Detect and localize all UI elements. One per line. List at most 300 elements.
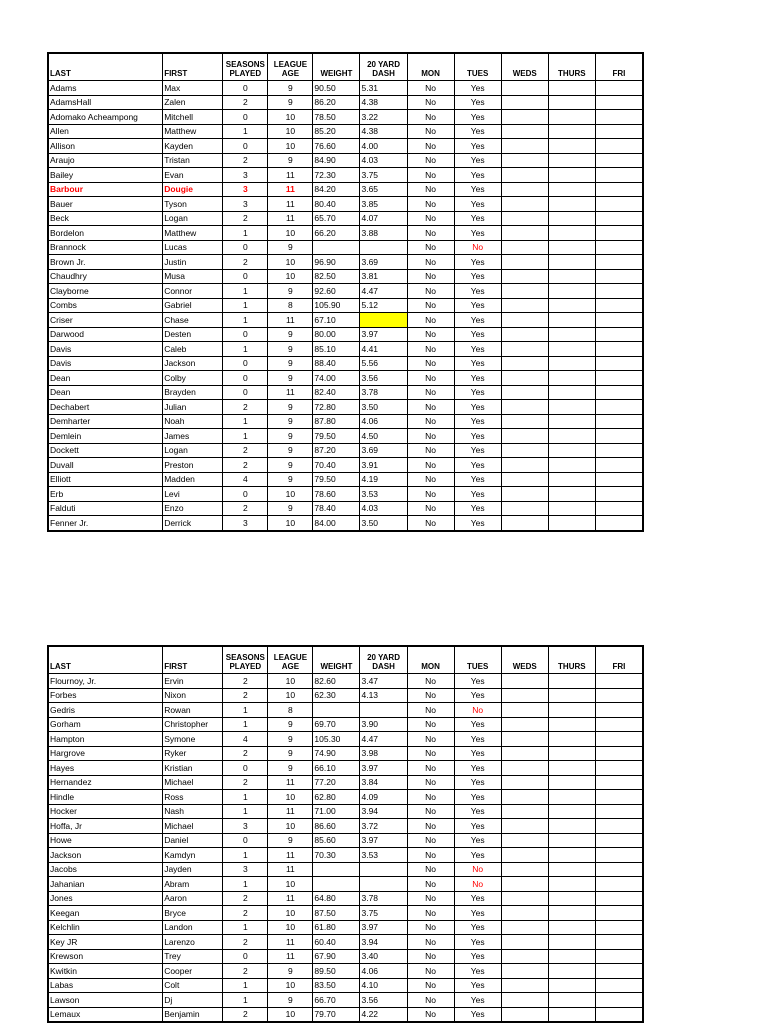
- league-age-cell: 10: [268, 124, 313, 139]
- thurs-cell: [548, 848, 595, 863]
- mon-cell: No: [407, 761, 454, 776]
- league-age-cell: 9: [268, 761, 313, 776]
- league-age-cell: 9: [268, 458, 313, 473]
- mon-cell: No: [407, 429, 454, 444]
- seasons-played-cell: 3: [223, 182, 268, 197]
- weight-cell: [313, 240, 360, 255]
- first-name-cell: Connor: [163, 284, 223, 299]
- league-age-cell: 9: [268, 95, 313, 110]
- tues-cell: Yes: [454, 298, 501, 313]
- fri-cell: [595, 298, 642, 313]
- weight-cell: 92.60: [313, 284, 360, 299]
- weight-cell: 86.20: [313, 95, 360, 110]
- thurs-cell: [548, 746, 595, 761]
- mon-cell: No: [407, 182, 454, 197]
- dash-time-cell: 4.03: [360, 153, 407, 168]
- thurs-cell: [548, 935, 595, 950]
- header-dash-line1: 20 YARD: [367, 60, 400, 69]
- seasons-played-cell: 2: [223, 400, 268, 415]
- first-name-cell: Jackson: [163, 356, 223, 371]
- seasons-played-cell: 0: [223, 949, 268, 964]
- table-row: [49, 746, 643, 761]
- league-age-cell: 10: [268, 920, 313, 935]
- weight-cell: 79.50: [313, 472, 360, 487]
- tues-cell: Yes: [454, 935, 501, 950]
- thurs-cell: [548, 906, 595, 921]
- thurs-cell: [548, 674, 595, 689]
- league-age-cell: 11: [268, 891, 313, 906]
- tues-cell: Yes: [454, 819, 501, 834]
- first-name-cell: Desten: [163, 327, 223, 342]
- fri-cell: [595, 429, 642, 444]
- weight-cell: 72.80: [313, 400, 360, 415]
- table-row: [49, 920, 643, 935]
- mon-cell: No: [407, 414, 454, 429]
- weds-cell: [501, 443, 548, 458]
- weight-cell: [313, 703, 360, 718]
- mon-cell: No: [407, 790, 454, 805]
- header-age-line1: LEAGUE: [273, 60, 308, 69]
- seasons-played-cell: 2: [223, 964, 268, 979]
- table-row: [49, 168, 643, 183]
- first-name-cell: Symone: [163, 732, 223, 747]
- dash-time-cell: 3.94: [360, 935, 407, 950]
- tues-cell: Yes: [454, 848, 501, 863]
- mon-cell: No: [407, 949, 454, 964]
- last-name-cell: Jacobs: [49, 862, 163, 877]
- table-row: [49, 95, 643, 110]
- weds-cell: [501, 356, 548, 371]
- mon-cell: No: [407, 732, 454, 747]
- last-name-cell: Bailey: [49, 168, 163, 183]
- roster-table-2: [48, 646, 643, 1022]
- weds-cell: [501, 284, 548, 299]
- first-name-cell: Larenzo: [163, 935, 223, 950]
- thurs-cell: [548, 688, 595, 703]
- table-row: [49, 487, 643, 502]
- table-row: [49, 848, 643, 863]
- weight-cell: 71.00: [313, 804, 360, 819]
- tues-cell: Yes: [454, 458, 501, 473]
- weds-cell: [501, 385, 548, 400]
- last-name-cell: Chaudhry: [49, 269, 163, 284]
- mon-cell: No: [407, 674, 454, 689]
- league-age-cell: 9: [268, 240, 313, 255]
- first-name-cell: Kayden: [163, 139, 223, 154]
- league-age-cell: 10: [268, 819, 313, 834]
- mon-cell: No: [407, 255, 454, 270]
- weight-cell: 96.90: [313, 255, 360, 270]
- weds-cell: [501, 110, 548, 125]
- header-row: [49, 647, 643, 674]
- mon-cell: No: [407, 1007, 454, 1022]
- thurs-cell: [548, 168, 595, 183]
- league-age-cell: 9: [268, 993, 313, 1008]
- fri-cell: [595, 877, 642, 892]
- table-row: [49, 255, 643, 270]
- tues-cell: Yes: [454, 833, 501, 848]
- fri-cell: [595, 1007, 642, 1022]
- last-name-cell: Flournoy, Jr.: [49, 674, 163, 689]
- league-age-cell: 9: [268, 356, 313, 371]
- thurs-cell: [548, 211, 595, 226]
- tues-cell: Yes: [454, 674, 501, 689]
- fri-cell: [595, 717, 642, 732]
- mon-cell: No: [407, 327, 454, 342]
- fri-cell: [595, 269, 642, 284]
- thurs-cell: [548, 226, 595, 241]
- roster-table-1: [48, 53, 643, 531]
- seasons-played-cell: 1: [223, 284, 268, 299]
- table-row: [49, 240, 643, 255]
- fri-cell: [595, 168, 642, 183]
- table-row: [49, 1007, 643, 1022]
- weds-cell: [501, 1007, 548, 1022]
- last-name-cell: Combs: [49, 298, 163, 313]
- thurs-cell: [548, 342, 595, 357]
- first-name-cell: Michael: [163, 775, 223, 790]
- tues-cell: Yes: [454, 1007, 501, 1022]
- thurs-cell: [548, 458, 595, 473]
- seasons-played-cell: 0: [223, 327, 268, 342]
- weds-cell: [501, 790, 548, 805]
- weds-cell: [501, 833, 548, 848]
- thurs-cell: [548, 95, 595, 110]
- table-row: [49, 429, 643, 444]
- header-seasons-line2: PLAYED: [229, 69, 262, 78]
- tues-cell: Yes: [454, 978, 501, 993]
- first-name-cell: Daniel: [163, 833, 223, 848]
- first-name-cell: Caleb: [163, 342, 223, 357]
- fri-cell: [595, 371, 642, 386]
- weight-cell: 66.10: [313, 761, 360, 776]
- fri-cell: [595, 211, 642, 226]
- fri-cell: [595, 833, 642, 848]
- dash-time-cell: 3.97: [360, 761, 407, 776]
- dash-time-cell: 3.81: [360, 269, 407, 284]
- tues-cell: Yes: [454, 443, 501, 458]
- seasons-played-cell: 1: [223, 298, 268, 313]
- table-row: [49, 124, 643, 139]
- header-age-line1: LEAGUE: [273, 653, 308, 662]
- header-20-yard-dash: [360, 54, 407, 81]
- tues-cell: Yes: [454, 400, 501, 415]
- weds-cell: [501, 688, 548, 703]
- league-age-cell: 9: [268, 732, 313, 747]
- tues-cell: Yes: [454, 761, 501, 776]
- fri-cell: [595, 327, 642, 342]
- league-age-cell: 10: [268, 139, 313, 154]
- fri-cell: [595, 703, 642, 718]
- first-name-cell: Ross: [163, 790, 223, 805]
- weight-cell: 67.90: [313, 949, 360, 964]
- weight-cell: 66.20: [313, 226, 360, 241]
- mon-cell: No: [407, 877, 454, 892]
- dash-time-cell: [360, 862, 407, 877]
- dash-time-cell: 3.78: [360, 891, 407, 906]
- weight-cell: 85.60: [313, 833, 360, 848]
- thurs-cell: [548, 197, 595, 212]
- league-age-cell: 9: [268, 964, 313, 979]
- seasons-played-cell: 1: [223, 877, 268, 892]
- fri-cell: [595, 891, 642, 906]
- table-row: [49, 717, 643, 732]
- last-name-cell: Keegan: [49, 906, 163, 921]
- weight-cell: 82.40: [313, 385, 360, 400]
- weight-cell: 80.40: [313, 197, 360, 212]
- table-row: [49, 674, 643, 689]
- table-row: [49, 153, 643, 168]
- tues-cell: Yes: [454, 342, 501, 357]
- dash-time-cell: 4.41: [360, 342, 407, 357]
- tues-cell: Yes: [454, 732, 501, 747]
- header-fri: FRI: [595, 647, 642, 674]
- tues-cell: Yes: [454, 255, 501, 270]
- thurs-cell: [548, 327, 595, 342]
- league-age-cell: 11: [268, 197, 313, 212]
- last-name-cell: Brown Jr.: [49, 255, 163, 270]
- dash-time-cell: 4.00: [360, 139, 407, 154]
- weds-cell: [501, 993, 548, 1008]
- dash-time-cell: 3.69: [360, 443, 407, 458]
- weds-cell: [501, 978, 548, 993]
- table-row: [49, 197, 643, 212]
- first-name-cell: Noah: [163, 414, 223, 429]
- dash-time-cell: 3.75: [360, 168, 407, 183]
- league-age-cell: 9: [268, 327, 313, 342]
- league-age-cell: 9: [268, 429, 313, 444]
- first-name-cell: Julian: [163, 400, 223, 415]
- thurs-cell: [548, 819, 595, 834]
- fri-cell: [595, 153, 642, 168]
- league-age-cell: 9: [268, 472, 313, 487]
- weight-cell: 82.50: [313, 269, 360, 284]
- table-row: [49, 964, 643, 979]
- header-last: LAST: [49, 54, 163, 81]
- weight-cell: 84.00: [313, 516, 360, 531]
- tues-cell: Yes: [454, 124, 501, 139]
- first-name-cell: Michael: [163, 819, 223, 834]
- league-age-cell: 9: [268, 443, 313, 458]
- tues-cell: Yes: [454, 226, 501, 241]
- fri-cell: [595, 400, 642, 415]
- fri-cell: [595, 978, 642, 993]
- last-name-cell: Adams: [49, 81, 163, 96]
- table-row: [49, 732, 643, 747]
- first-name-cell: Preston: [163, 458, 223, 473]
- tues-cell: No: [454, 703, 501, 718]
- first-name-cell: Cooper: [163, 964, 223, 979]
- first-name-cell: Zalen: [163, 95, 223, 110]
- first-name-cell: Ervin: [163, 674, 223, 689]
- weds-cell: [501, 95, 548, 110]
- table-row: [49, 935, 643, 950]
- fri-cell: [595, 804, 642, 819]
- table-row: [49, 833, 643, 848]
- tues-cell: No: [454, 877, 501, 892]
- seasons-played-cell: 1: [223, 414, 268, 429]
- weight-cell: 79.50: [313, 429, 360, 444]
- seasons-played-cell: 1: [223, 717, 268, 732]
- seasons-played-cell: 3: [223, 197, 268, 212]
- seasons-played-cell: 1: [223, 342, 268, 357]
- weight-cell: 70.30: [313, 848, 360, 863]
- thurs-cell: [548, 877, 595, 892]
- weds-cell: [501, 168, 548, 183]
- mon-cell: No: [407, 95, 454, 110]
- dash-time-cell: 3.94: [360, 804, 407, 819]
- mon-cell: No: [407, 804, 454, 819]
- last-name-cell: Hayes: [49, 761, 163, 776]
- last-name-cell: Gedris: [49, 703, 163, 718]
- league-age-cell: 11: [268, 775, 313, 790]
- weds-cell: [501, 775, 548, 790]
- first-name-cell: Levi: [163, 487, 223, 502]
- header-seasons-line2: PLAYED: [229, 662, 262, 671]
- league-age-cell: 10: [268, 110, 313, 125]
- table-row: [49, 443, 643, 458]
- table-row: [49, 891, 643, 906]
- first-name-cell: Bryce: [163, 906, 223, 921]
- thurs-cell: [548, 429, 595, 444]
- league-age-cell: 11: [268, 935, 313, 950]
- fri-cell: [595, 110, 642, 125]
- first-name-cell: Logan: [163, 443, 223, 458]
- league-age-cell: 9: [268, 153, 313, 168]
- fri-cell: [595, 124, 642, 139]
- tues-cell: Yes: [454, 95, 501, 110]
- last-name-cell: Jahanian: [49, 877, 163, 892]
- league-age-cell: 9: [268, 400, 313, 415]
- first-name-cell: Gabriel: [163, 298, 223, 313]
- league-age-cell: 10: [268, 226, 313, 241]
- tues-cell: Yes: [454, 139, 501, 154]
- table-row: [49, 775, 643, 790]
- dash-time-cell: 3.75: [360, 906, 407, 921]
- fri-cell: [595, 95, 642, 110]
- thurs-cell: [548, 862, 595, 877]
- weds-cell: [501, 906, 548, 921]
- thurs-cell: [548, 978, 595, 993]
- first-name-cell: Ryker: [163, 746, 223, 761]
- weds-cell: [501, 487, 548, 502]
- table-row: [49, 81, 643, 96]
- weds-cell: [501, 761, 548, 776]
- tues-cell: Yes: [454, 269, 501, 284]
- first-name-cell: Max: [163, 81, 223, 96]
- weds-cell: [501, 197, 548, 212]
- last-name-cell: Bauer: [49, 197, 163, 212]
- weight-cell: 78.50: [313, 110, 360, 125]
- league-age-cell: 10: [268, 790, 313, 805]
- thurs-cell: [548, 284, 595, 299]
- first-name-cell: Abram: [163, 877, 223, 892]
- mon-cell: No: [407, 458, 454, 473]
- fri-cell: [595, 688, 642, 703]
- header-mon: MON: [407, 647, 454, 674]
- weds-cell: [501, 920, 548, 935]
- first-name-cell: Dougie: [163, 182, 223, 197]
- weds-cell: [501, 153, 548, 168]
- last-name-cell: Duvall: [49, 458, 163, 473]
- dash-time-cell: 3.47: [360, 674, 407, 689]
- weight-cell: 64.80: [313, 891, 360, 906]
- mon-cell: No: [407, 964, 454, 979]
- weds-cell: [501, 472, 548, 487]
- thurs-cell: [548, 124, 595, 139]
- weight-cell: 84.90: [313, 153, 360, 168]
- fri-cell: [595, 819, 642, 834]
- dash-time-cell: 4.22: [360, 1007, 407, 1022]
- first-name-cell: Christopher: [163, 717, 223, 732]
- dash-time-cell: 3.22: [360, 110, 407, 125]
- first-name-cell: Colby: [163, 371, 223, 386]
- dash-time-cell: 5.56: [360, 356, 407, 371]
- league-age-cell: 10: [268, 978, 313, 993]
- fri-cell: [595, 949, 642, 964]
- tues-cell: Yes: [454, 516, 501, 531]
- weight-cell: 72.30: [313, 168, 360, 183]
- league-age-cell: 10: [268, 255, 313, 270]
- mon-cell: No: [407, 139, 454, 154]
- last-name-cell: Brannock: [49, 240, 163, 255]
- fri-cell: [595, 313, 642, 328]
- dash-time-cell: 5.31: [360, 81, 407, 96]
- last-name-cell: Bordelon: [49, 226, 163, 241]
- dash-time-cell: 3.53: [360, 848, 407, 863]
- league-age-cell: 9: [268, 717, 313, 732]
- tues-cell: Yes: [454, 385, 501, 400]
- mon-cell: No: [407, 746, 454, 761]
- league-age-cell: 9: [268, 371, 313, 386]
- league-age-cell: 11: [268, 385, 313, 400]
- seasons-played-cell: 2: [223, 775, 268, 790]
- tues-cell: Yes: [454, 717, 501, 732]
- thurs-cell: [548, 182, 595, 197]
- weight-cell: 76.60: [313, 139, 360, 154]
- weds-cell: [501, 327, 548, 342]
- seasons-played-cell: 4: [223, 732, 268, 747]
- dash-time-cell: 3.88: [360, 226, 407, 241]
- thurs-cell: [548, 269, 595, 284]
- mon-cell: No: [407, 906, 454, 921]
- table-row: [49, 906, 643, 921]
- weight-cell: 88.40: [313, 356, 360, 371]
- league-age-cell: 10: [268, 516, 313, 531]
- last-name-cell: Hampton: [49, 732, 163, 747]
- seasons-played-cell: 0: [223, 385, 268, 400]
- mon-cell: No: [407, 935, 454, 950]
- header-first: FIRST: [163, 54, 223, 81]
- mon-cell: No: [407, 891, 454, 906]
- seasons-played-cell: 1: [223, 848, 268, 863]
- dash-time-cell: 3.56: [360, 371, 407, 386]
- first-name-cell: Matthew: [163, 124, 223, 139]
- table-row: [49, 877, 643, 892]
- header-league-age: [268, 647, 313, 674]
- first-name-cell: Lucas: [163, 240, 223, 255]
- dash-time-cell: 3.40: [360, 949, 407, 964]
- tues-cell: Yes: [454, 211, 501, 226]
- weight-cell: [313, 862, 360, 877]
- first-name-cell: Nixon: [163, 688, 223, 703]
- weight-cell: 79.70: [313, 1007, 360, 1022]
- last-name-cell: Gorham: [49, 717, 163, 732]
- tues-cell: Yes: [454, 964, 501, 979]
- fri-cell: [595, 255, 642, 270]
- first-name-cell: Rowan: [163, 703, 223, 718]
- fri-cell: [595, 443, 642, 458]
